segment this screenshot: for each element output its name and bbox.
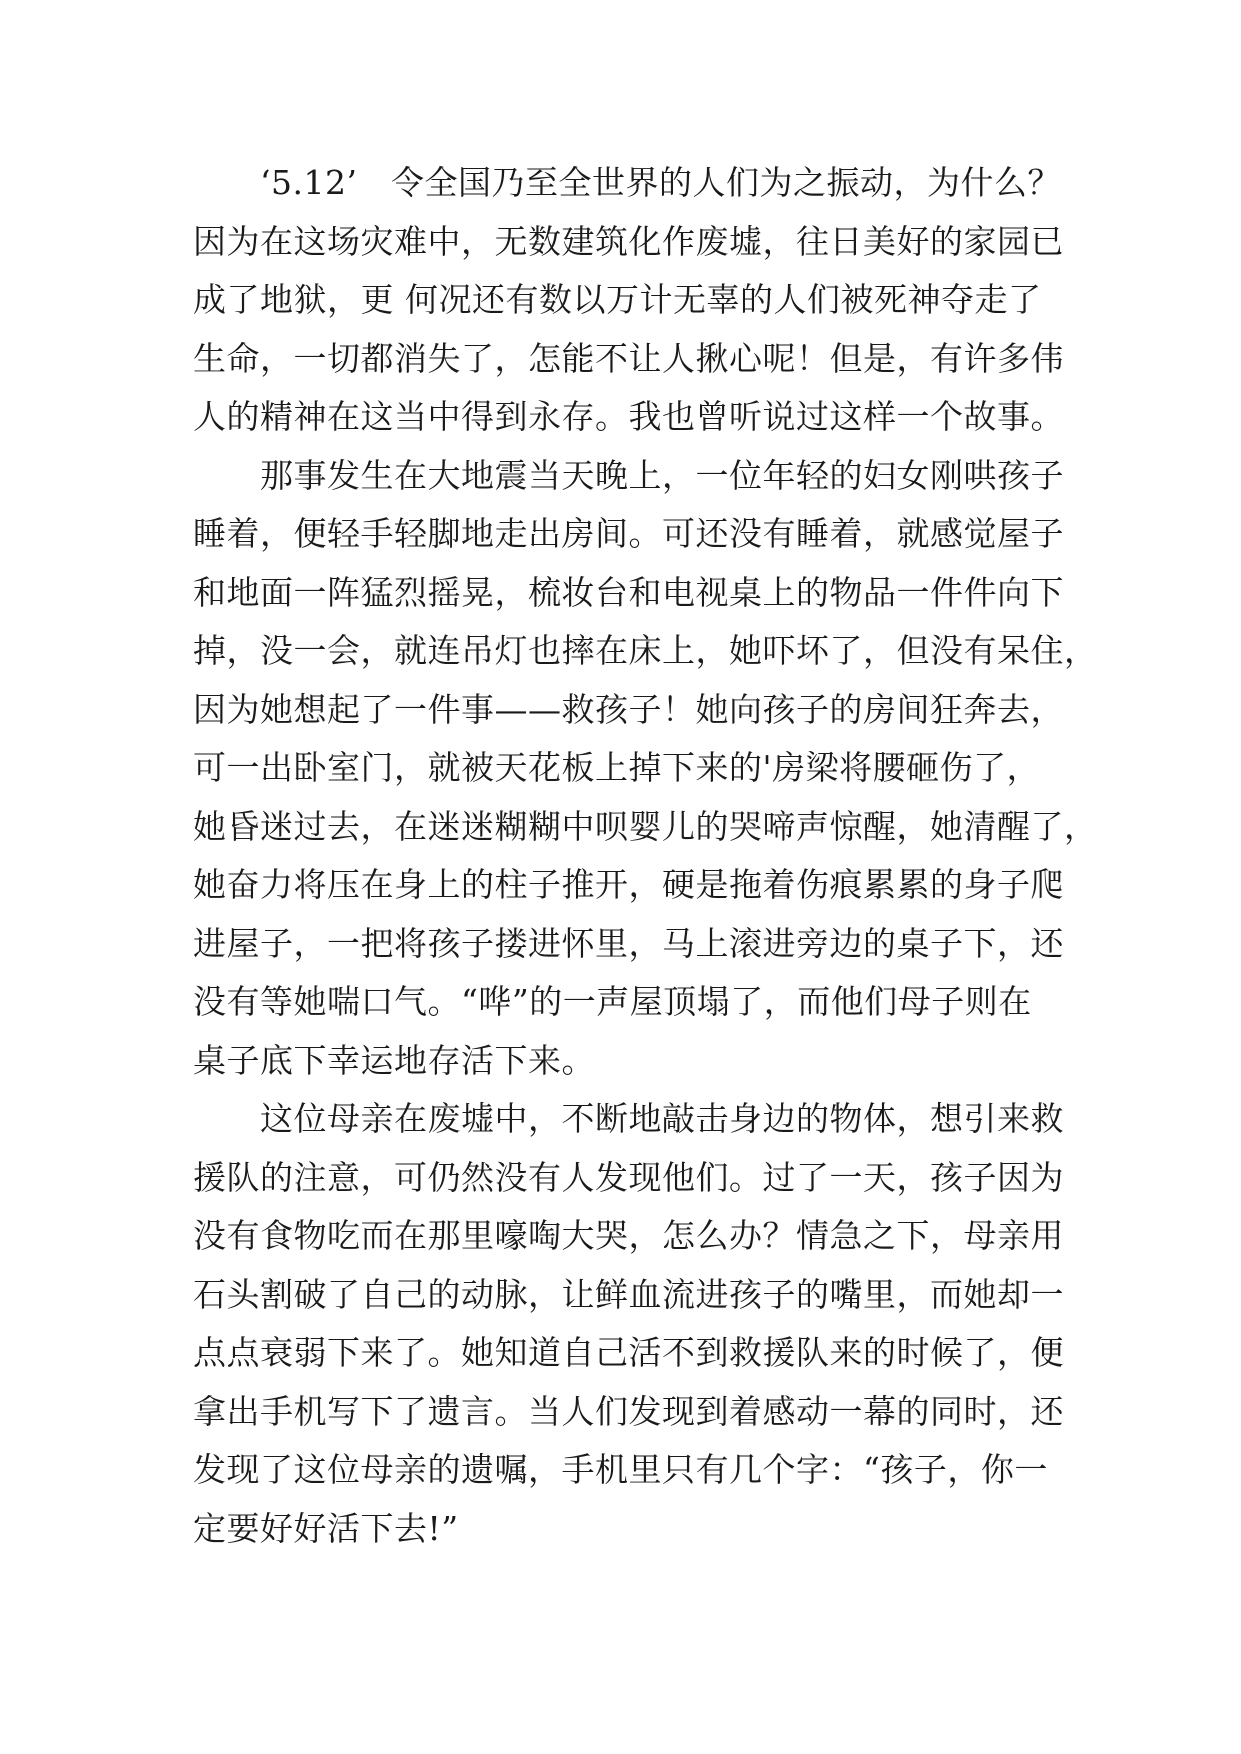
text-line: 发现了这位母亲的遗嘱，手机里只有几个字：“孩子，你一 xyxy=(193,1450,1048,1489)
text-line: 她奋力将压在身上的柱子推开，硬是拖着伤痕累累的身子爬 xyxy=(193,865,1064,904)
text-line: 拿出手机写下了遗言。当人们发现到着感动一幕的同时，还 xyxy=(193,1391,1064,1431)
paragraph-3 xyxy=(193,1090,1068,1558)
text-line: 可一出卧室门，就被天花板上掉下来的'房梁将腰砸伤了， xyxy=(193,748,1041,787)
text-line: 援队的注意，可仍然没有人发现他们。过了一天，孩子因为 xyxy=(193,1157,1064,1197)
text-line: 生命，一切都消失了，怎能不让人揪心呢！但是，有许多伟 xyxy=(193,338,1064,378)
text-line: 进屋子，一把将孩子搂进怀里，马上滚进旁边的桌子下，还 xyxy=(193,923,1064,963)
text-line: 成了地狱，更 何况还有数以万计无辜的人们被死神夺走了 xyxy=(193,280,1042,319)
text-line: 那事发生在大地震当天晚上，一位年轻的妇女刚哄孩子 xyxy=(193,455,1064,495)
text-line: 桌子底下幸运地存活下来。 xyxy=(193,1040,595,1080)
text-line: 睡着，便轻手轻脚地走出房间。可还没有睡着，就感觉屋子 xyxy=(193,514,1064,553)
document-body xyxy=(193,154,1098,1558)
text-line: 因为在这场灾难中，无数建筑化作废墟，往日美好的家园已 xyxy=(193,221,1064,261)
text-line: 没有食物吃而在那里嚎啕大哭，怎么办？情急之下，母亲用 xyxy=(193,1216,1064,1255)
text-line: 掉，没一会，就连吊灯也摔在床上，她吓坏了，但没有呆住， xyxy=(193,631,1098,670)
text-line: 定要好好活下去!” xyxy=(193,1508,459,1548)
text-line: 石头割破了自己的动脉，让鲜血流进孩子的嘴里，而她却一 xyxy=(193,1274,1064,1314)
text-line: 人的精神在这当中得到永存。我也曾听说过这样一个故事。 xyxy=(193,397,1064,436)
text-line: 和地面一阵猛烈摇晃，梳妆台和电视桌上的物品一件件向下 xyxy=(193,572,1064,612)
text-line: 她昏迷过去，在迷迷糊糊中呗婴儿的哭啼声惊醒，她清醒了， xyxy=(193,806,1098,846)
text-line: 因为她想起了一件事——救孩子！她向孩子的房间狂奔去， xyxy=(193,689,1064,729)
text-line: 点点衰弱下来了。她知道自己活不到救援队来的时候了，便 xyxy=(193,1333,1064,1372)
paragraph-1 xyxy=(193,154,1068,447)
text-line: ‘5.12’ 令全国乃至全世界的人们为之振动，为什么？ xyxy=(193,163,1061,202)
text-line: 没有等她喘口气。“哗”的一声屋顶塌了，而他们母子则在 xyxy=(193,982,1032,1021)
text-line: 这位母亲在废墟中，不断地敲击身边的物体，想引来救 xyxy=(193,1099,1064,1138)
paragraph-2 xyxy=(193,447,1098,1091)
